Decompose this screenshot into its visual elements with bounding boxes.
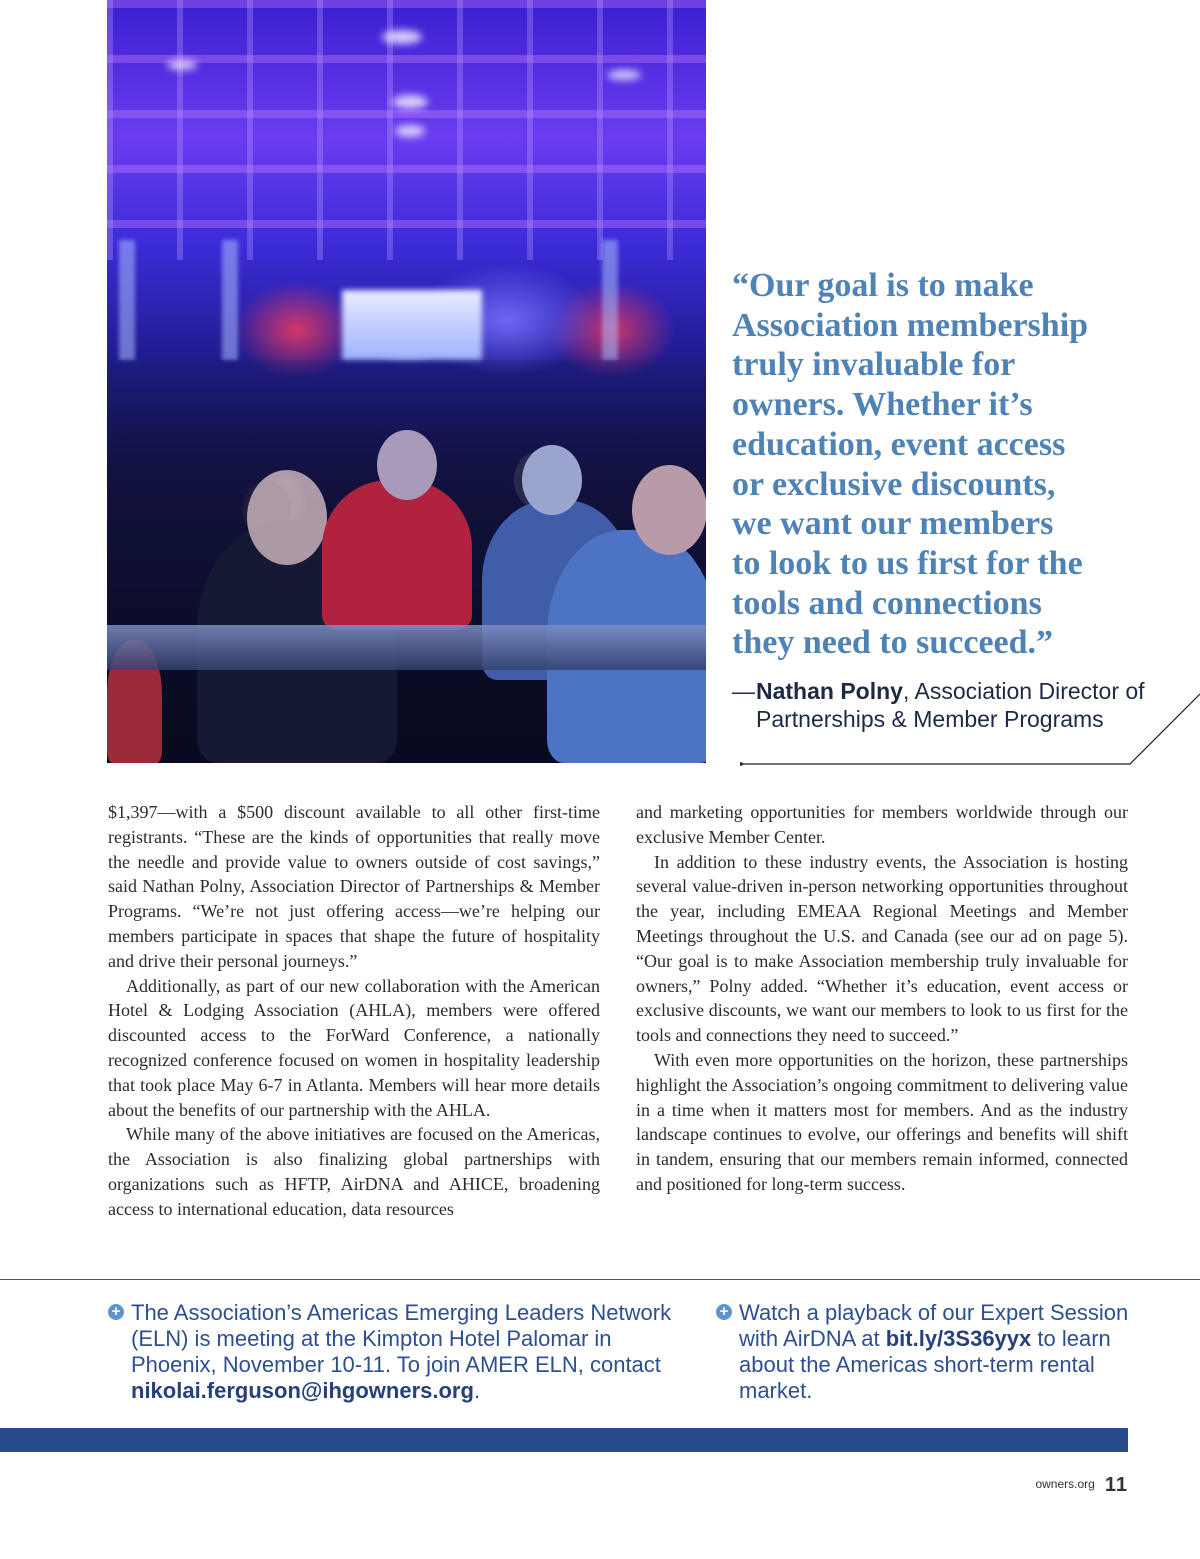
photo-stage-screen: [342, 290, 482, 360]
pull-quote-line: we want our members: [732, 505, 1054, 543]
attribution-title-line2: Partnerships & Member Programs: [756, 706, 1104, 732]
article-paragraph: While many of the above initiatives are focused on the Americas, the Association is also finalizing global partnerships with organizations such as HFTP, AirDNA and AHICE, broadening access to international education, data resources: [108, 1124, 600, 1219]
article-paragraph: Additionally, as part of our new collaboration with the American Hotel & Lodging Association (AHLA), members were offered discounted access to the ForWard Conference, a nationally recognized conference focused on women in hospitality leadership that took place May 6-7 in Atlanta. Members will hear more details about the benefits of our partnership with the AHLA.: [108, 975, 600, 1120]
page-folio: [1035, 1474, 1128, 1497]
eln-callout-body: The Association’s Americas Emerging Leaders Network (ELN) is meeting at the Kimpton Hotel Palomar in Phoenix, November 10-11. To join AMER ELN, contact: [131, 1300, 672, 1377]
photo-pillar: [222, 240, 238, 360]
pull-quote-line: or exclusive discounts,: [732, 465, 1056, 503]
attribution-dash: —: [732, 678, 755, 704]
page-number: 11: [1104, 1474, 1128, 1496]
photo-light: [607, 70, 641, 80]
attribution-title-line1: , Association Director of: [902, 678, 1145, 704]
photo-light: [392, 95, 428, 109]
site-url: owners.org: [1035, 1477, 1095, 1491]
attribution-name: Nathan Polny: [756, 678, 903, 704]
eln-callout-end: .: [473, 1378, 481, 1403]
article-paragraph: In addition to these industry events, the Association is hosting several value-driven in-person networking opportunities throughout the year, including EMEAA Regional Meetings and Member Meetings throughout the U.S. and Canada (see our ad on page 5). “Our goal is to make Association membership truly invaluable for owners,” Polny added. “Whether it’s education, event access or exclusive discounts, we want our members to look to us first for the tools and connections they need to succeed.”: [636, 851, 1128, 1046]
pull-quote-line: tools and connections: [732, 584, 1042, 622]
conference-audience-photo: [107, 0, 706, 763]
airdna-callout-before: Watch a playback of our Expert Session with AirDNA at: [739, 1300, 1129, 1351]
pull-quote-line: Association membership: [732, 306, 1089, 344]
article-paragraph: and marketing opportunities for members worldwide through our exclusive Member Center.: [636, 802, 1128, 847]
section-divider: [0, 1279, 1200, 1280]
photo-person: [322, 480, 472, 630]
eln-callout-text: [131, 1300, 688, 1404]
pull-quote-line: truly invaluable for: [732, 346, 1016, 384]
quote-callout-rule: [740, 690, 1200, 770]
plus-circle-icon: +: [716, 1304, 732, 1320]
photo-light: [382, 30, 422, 44]
article-right-column: [636, 800, 1128, 1197]
pull-quote-line: they need to succeed.”: [732, 624, 1054, 662]
airdna-playback-link[interactable]: bit.ly/3S36yyx: [885, 1326, 1032, 1351]
pull-quote: [732, 266, 1152, 663]
article-paragraph: With even more opportunities on the horizon, these partnerships highlight the Association’s ongoing commitment to delivering value in a time when it matters most for members. And as the industry landscape continues to evolve, our offerings and benefits will shift in tandem, ensuring that our members remain informed, connected and positioned for long-term success.: [636, 1049, 1128, 1194]
eln-callout: [108, 1300, 688, 1404]
photo-head: [522, 445, 582, 515]
airdna-callout: [716, 1300, 1136, 1404]
pull-quote-line: to look to us first for the: [732, 544, 1083, 582]
contact-email-link[interactable]: nikolai.ferguson@ihgowners.org: [131, 1378, 474, 1403]
photo-pillar: [119, 240, 135, 360]
photo-head: [632, 465, 706, 555]
photo-light: [167, 60, 197, 70]
photo-pillar: [602, 240, 618, 360]
photo-head: [377, 430, 437, 500]
photo-head: [247, 470, 327, 565]
article-left-column: [108, 800, 600, 1222]
photo-light: [395, 125, 425, 137]
photo-desk: [107, 625, 706, 670]
pull-quote-line: owners. Whether it’s: [732, 386, 1033, 424]
airdna-callout-after: to learn about the Americas short-term rental market.: [739, 1326, 1111, 1403]
pull-quote-line: “Our goal is to make: [732, 267, 1034, 304]
airdna-callout-text: [739, 1300, 1136, 1404]
footer-color-bar: [0, 1428, 1128, 1452]
pull-quote-line: education, event access: [732, 425, 1066, 463]
article-paragraph: $1,397—with a $500 discount available to all other first-time registrants. “These are the kinds of opportunities that really move the needle and provide value to owners outside of cost savings,” said Nathan Polny, Association Director of Partnerships & Member Programs. “We’re not just offering access—we’re helping our members participate in spaces that shape the future of hospitality and drive their personal journeys.”: [108, 802, 600, 971]
plus-circle-icon: +: [108, 1304, 124, 1320]
